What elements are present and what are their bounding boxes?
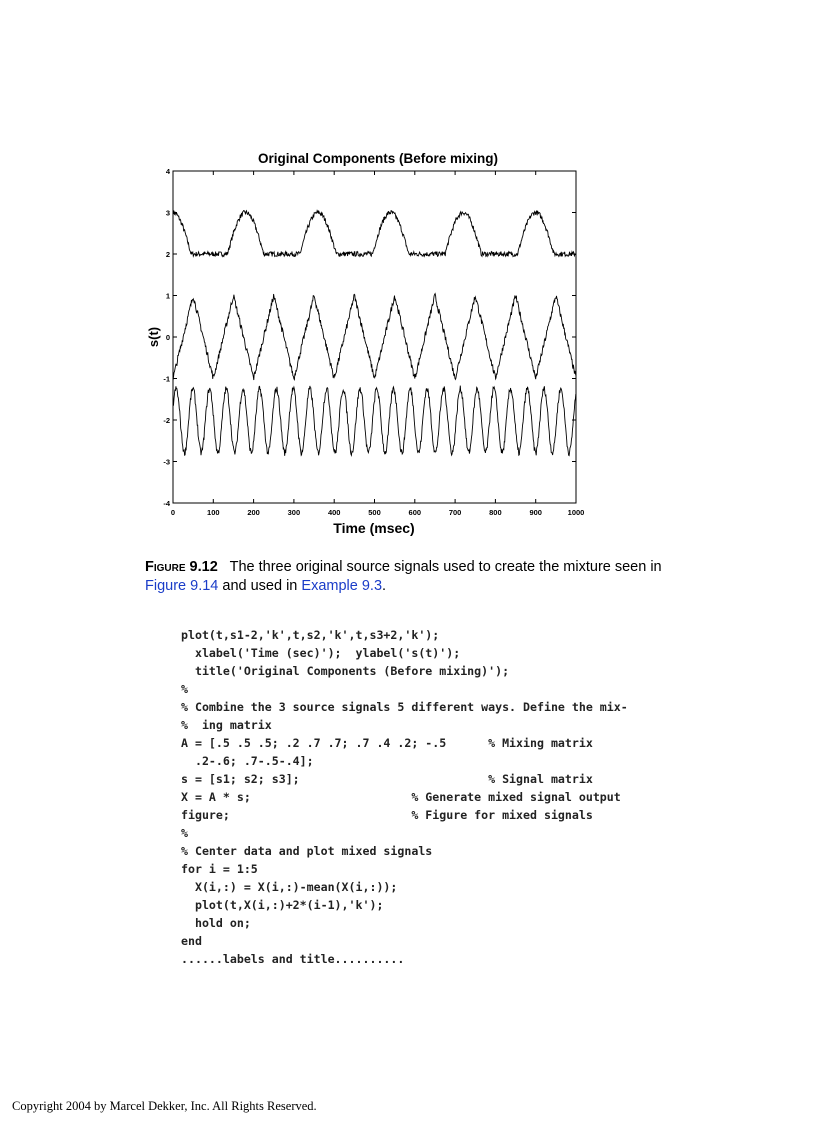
caption-text: and used in: [218, 578, 302, 594]
figure-caption: [145, 558, 675, 596]
code-line: % Combine the 3 source signals 5 different ways. Define the mix-: [181, 700, 628, 714]
x-axis-label: Time (msec): [333, 520, 415, 536]
code-line: X(i,:) = X(i,:)-mean(X(i,:));: [181, 880, 398, 894]
x-tick-label: 1000: [567, 508, 585, 517]
copyright-footer: Copyright 2004 by Marcel Dekker, Inc. All Rights Reserved.: [12, 1099, 317, 1113]
x-tick-label: 100: [207, 508, 220, 517]
y-tick-label: -3: [163, 457, 170, 467]
code-line: % Center data and plot mixed signals: [181, 844, 433, 858]
code-line: xlabel('Time (sec)'); ylabel('s(t)');: [181, 646, 461, 660]
code-line: hold on;: [181, 916, 251, 930]
x-tick-label: 400: [327, 508, 341, 517]
y-tick-label: -1: [163, 374, 170, 384]
figure-label: Figure 9.12: [145, 559, 218, 575]
x-tick-label: 300: [287, 508, 301, 517]
figure-link[interactable]: Figure 9.14: [145, 578, 219, 594]
code-line: plot(t,s1-2,'k',t,s2,'k',t,s3+2,'k');: [181, 628, 440, 642]
code-line: .2-.6; .7-.5-.4];: [181, 754, 314, 768]
y-tick-label: 4: [165, 167, 170, 176]
y-tick-label: 1: [165, 291, 170, 301]
y-tick-label: 0: [165, 333, 170, 342]
code-line: X = A * s; % Generate mixed signal output: [181, 790, 621, 804]
code-line: s = [s1; s2; s3]; % Signal matrix: [181, 772, 593, 786]
y-tick-label: -4: [163, 499, 170, 508]
y-tick-label: 3: [165, 208, 170, 218]
code-line: %: [181, 682, 188, 696]
code-line: plot(t,X(i,:)+2*(i-1),'k');: [181, 898, 384, 912]
y-tick-label: 2: [165, 250, 170, 259]
signal-chart: [0, 0, 816, 560]
series-line-s2: [173, 294, 576, 381]
code-line: end: [181, 934, 202, 948]
chart-title: Original Components (Before mixing): [257, 151, 499, 166]
x-tick-label: 800: [489, 508, 502, 517]
x-tick-label: 900: [529, 508, 542, 517]
code-line: for i = 1:5: [181, 862, 258, 876]
example-link[interactable]: Example 9.3: [301, 578, 383, 594]
x-tick-label: 200: [247, 508, 260, 517]
series-line-s32: [173, 210, 576, 256]
code-listing: [181, 626, 628, 968]
x-tick-label: 0: [170, 508, 176, 517]
code-line: A = [.5 .5 .5; .2 .7 .7; .7 .4 .2; -.5 % Mixing matrix: [181, 736, 593, 750]
code-line: figure; % Figure for mixed signals: [181, 808, 593, 822]
code-line: ......labels and title..........: [181, 952, 405, 966]
code-line: % ing matrix: [181, 718, 272, 732]
y-tick-label: -2: [163, 416, 170, 425]
y-axis-label: s(t): [146, 326, 161, 348]
x-tick-label: 700: [448, 508, 462, 517]
code-line: %: [181, 826, 188, 840]
plot-frame: [173, 171, 576, 503]
x-tick-label: 500: [368, 508, 381, 517]
x-tick-label: 600: [408, 508, 422, 517]
caption-text: The three original source signals used to create the mixture seen in: [229, 559, 662, 575]
code-line: title('Original Components (Before mixing)');: [181, 664, 510, 678]
series-line-s12: [173, 386, 576, 456]
caption-text: .: [382, 578, 387, 594]
